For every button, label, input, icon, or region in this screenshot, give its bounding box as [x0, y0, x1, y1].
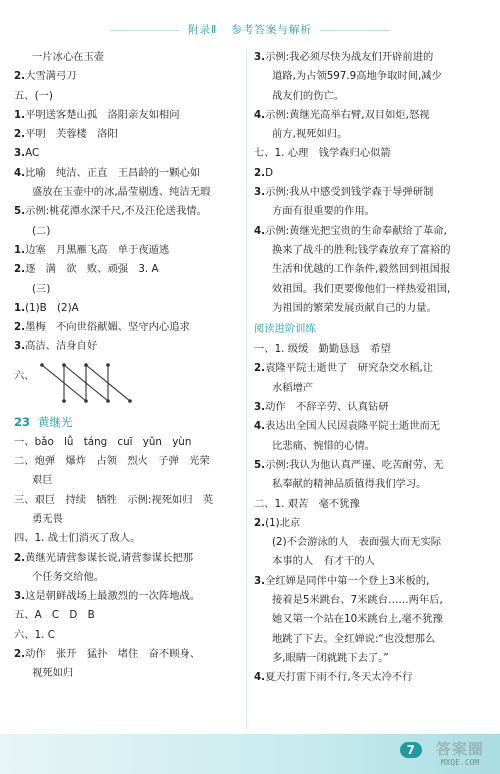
answer-line [254, 417, 490, 436]
answer-line [254, 533, 490, 552]
answer-text: (三) [32, 282, 51, 295]
question-number: 1. [14, 301, 26, 314]
answer-line [254, 630, 490, 649]
answer-line [14, 645, 236, 664]
question-number: 2. [14, 648, 26, 661]
answer-line [254, 591, 490, 610]
answer-text: 四、1. 战士们消灭了敌人。 [14, 532, 141, 545]
answer-text: 五、A C D B [14, 609, 95, 622]
answer-text: (1)B (2)A [25, 301, 79, 314]
question-number: 5. [14, 205, 26, 218]
lesson-number: 23 [14, 414, 31, 429]
answer-text: 表达出全国人民因袁隆平院士逝世而无 [265, 420, 441, 433]
matching-dot [84, 363, 88, 367]
question-number: 4. [254, 671, 266, 684]
answer-line [14, 125, 236, 144]
answer-line [14, 626, 236, 645]
answer-line [14, 183, 236, 202]
answer-line [254, 379, 490, 398]
answer-line [14, 549, 236, 568]
answer-line [254, 359, 490, 378]
answer-text: 示例:我从中感受到钱学森于导弹研制 [265, 186, 434, 199]
answer-text: 二、炮弹 爆炸 占领 烈火 子弹 光荣 [14, 455, 210, 468]
matching-dot [106, 363, 110, 367]
answer-line [14, 241, 236, 260]
answer-text: 一、1. 级缓 勤勤恳恳 希望 [254, 343, 391, 356]
question-number: 3. [14, 590, 26, 603]
answer-text: 高洁、洁身自好 [25, 340, 98, 353]
answer-line [14, 164, 236, 183]
answer-text: 私奉献的精神品质值得我们学习。 [272, 478, 427, 491]
answer-line [254, 299, 490, 318]
answer-text: 多,眼睛一闭就跳下去了。” [272, 651, 389, 664]
answer-line [254, 572, 490, 591]
answer-text: 艰巨 [32, 474, 53, 487]
answer-line [14, 587, 236, 606]
question-number: 2. [14, 128, 26, 141]
answer-line [254, 222, 490, 241]
answer-line [14, 260, 236, 279]
answer-line [14, 222, 236, 241]
column-divider [246, 48, 247, 730]
right-column [254, 48, 490, 688]
answer-line [14, 606, 236, 625]
answer-line [14, 452, 236, 471]
answer-line [254, 144, 490, 163]
answer-text: 方面有很重要的作用。 [272, 205, 375, 218]
answer-line [14, 510, 236, 529]
answer-text: 示例:黄继光高举右臂,双目如炬,怒视 [265, 108, 430, 121]
answer-text: (二) [32, 224, 51, 237]
answer-text: 视死如归 [32, 667, 74, 680]
answer-text: 平明送客楚山孤 洛阳亲友如相问 [25, 108, 180, 121]
cross-lines-diagram [36, 359, 146, 407]
question-number: 3. [254, 574, 266, 587]
answer-text: 黄继光请营参谋长说,请营参谋长把那 [25, 551, 194, 564]
matching-dot [128, 399, 132, 403]
answer-text: 边塞 月黑雁飞高 单于夜遁逃 [25, 243, 170, 256]
answer-text: 道路,为占领597.9高地争取时间,减少 [272, 70, 442, 83]
answer-text: 二、1. 艰苦 毫不犹豫 [254, 497, 360, 510]
answer-line [14, 471, 236, 490]
answer-text: D [265, 166, 274, 179]
question-number: 4. [254, 224, 266, 237]
answer-text: 五、(一) [14, 89, 53, 102]
answer-text: 勇无畏 [32, 512, 63, 525]
answer-text: 平明 芙蓉楼 洛阳 [25, 128, 118, 141]
answer-text: 前方,视死如归。 [272, 128, 348, 141]
answer-line [254, 125, 490, 144]
question-number: 4. [254, 420, 266, 433]
answer-line [254, 260, 490, 279]
question-number: 1. [14, 243, 26, 256]
answer-line [254, 48, 490, 67]
answer-line [14, 529, 236, 548]
answer-line [14, 337, 236, 356]
question-number: 2. [14, 321, 26, 334]
answer-text: 个任务交给他。 [32, 570, 105, 583]
answer-line [254, 495, 490, 514]
answer-line [254, 437, 490, 456]
matching-diagram [14, 357, 236, 409]
answer-text: 接着是5米跳台、7米跳台……两年后, [272, 594, 443, 607]
practice-section-title: 阅读进阶训练 [254, 323, 316, 336]
answer-text: 示例:桃花潭水深千尺,不及汪伦送我情。 [25, 205, 207, 218]
answer-line [254, 183, 490, 202]
answer-text: 六、1. C [14, 628, 55, 641]
question-number: 3. [254, 186, 266, 199]
matching-dot [84, 399, 88, 403]
answer-text: 生活和优越的工作条件,毅然回到祖国报 [272, 263, 451, 276]
answer-line [254, 280, 490, 299]
lesson-title [14, 411, 236, 433]
answer-line [254, 456, 490, 475]
answer-text: 为祖国的繁荣发展贡献自己的力量。 [272, 301, 437, 314]
question-number: 3. [254, 401, 266, 414]
answer-line [14, 106, 236, 125]
answer-line [254, 106, 490, 125]
question-number: 2. [254, 516, 266, 529]
question-number: 2. [254, 166, 266, 179]
answer-text: 盛放在玉壶中的冰,晶莹剔透、纯洁无瑕 [32, 186, 211, 199]
answer-line [254, 552, 490, 571]
answer-text: 战友们的伤亡。 [272, 89, 345, 102]
answer-text: 动作 张开 猛扑 堵住 奋不顾身、 [25, 648, 201, 661]
answer-text: 一片冰心在玉壶 [32, 51, 105, 63]
matching-dot [62, 399, 66, 403]
watermark-logo [426, 740, 494, 770]
question-number: 2. [14, 551, 26, 564]
question-number: 2. [254, 362, 266, 375]
answer-text: 效祖国。我们更要像他们一样热爱祖国, [272, 282, 451, 295]
answer-line [254, 340, 490, 359]
footer-bar [0, 734, 500, 774]
answer-text: 本事的人 有才干的人 [272, 555, 375, 568]
answer-line [14, 433, 236, 452]
answer-line [254, 610, 490, 629]
answer-line [14, 491, 236, 510]
question-number: 2. [14, 70, 26, 83]
answer-line [14, 202, 236, 221]
header-appendix: 附录Ⅱ [188, 24, 218, 36]
answer-line [14, 67, 236, 86]
answer-line [14, 87, 236, 106]
answer-text: (1)北京 [265, 516, 301, 529]
answer-text: 逐 满 欲 败、顽强 3. A [25, 263, 159, 276]
answer-line [254, 87, 490, 106]
answer-text: 夏天打雷下雨不行,冬天太冷不行 [265, 671, 413, 684]
answer-line [254, 514, 490, 533]
answer-text: 示例:我必须尽快为战友们开辟前进的 [265, 51, 434, 63]
answer-text: AC [25, 147, 40, 160]
diagram-label: 六、 [14, 369, 35, 382]
answer-line [14, 318, 236, 337]
matching-dot [62, 363, 66, 367]
question-number: 4. [14, 166, 26, 179]
answer-text: 水稻增产 [272, 381, 314, 394]
lesson-name: 黄继光 [38, 414, 73, 429]
answer-line [14, 664, 236, 683]
answer-line [254, 649, 490, 668]
question-number: 4. [254, 108, 266, 121]
answer-text: 这是朝鲜战场上最激烈的一次阵地战。 [25, 590, 201, 603]
answer-text: 七、1. 心理 钱学森归心似箭 [254, 147, 391, 160]
answer-text: 袁隆平院士逝世了 研究杂交水稻,让 [265, 362, 434, 375]
page-header [0, 22, 500, 37]
matching-dot [40, 363, 44, 367]
matching-dot [106, 399, 110, 403]
answer-text: 一、bǎo lǚ táng cuī yǔn yùn [14, 435, 192, 448]
answer-text: 三、艰巨 持续 牺牲 示例:视死如归 英 [14, 493, 214, 506]
question-number: 1. [14, 108, 26, 121]
answer-line [254, 164, 490, 183]
question-number: 2. [14, 263, 26, 276]
answer-text: 示例:我认为他认真严谨、吃苦耐劳、无 [265, 458, 444, 471]
answer-text: 她又第一个站在10米跳台上,毫不犹豫 [272, 613, 443, 626]
answer-text: 墨梅 不向世俗献媚、坚守内心追求 [25, 321, 190, 334]
answer-line [254, 67, 490, 86]
answer-line [254, 241, 490, 260]
answer-line [14, 48, 236, 67]
question-number: 3. [14, 340, 26, 353]
answer-line [14, 144, 236, 163]
answer-line [254, 475, 490, 494]
answer-line [14, 299, 236, 318]
answer-text: (2)不会游泳的人 表面强大而无实际 [272, 536, 442, 549]
answer-text: 比悲痛、惋惜的心情。 [272, 439, 375, 452]
question-number: 3. [14, 147, 26, 160]
answer-line [254, 668, 490, 687]
answer-text: 比喻 纯洁、正直 王昌龄的一颗心如 [25, 166, 201, 179]
answer-line [254, 202, 490, 221]
answer-text: 全红婵是同伴中第一个登上3米板的, [265, 574, 430, 587]
answer-line [14, 280, 236, 299]
answer-text: 示例:黄继光把宝贵的生命奉献给了革命, [265, 224, 447, 237]
page-number: 7 [400, 742, 422, 758]
answer-line [254, 398, 490, 417]
answer-text: 大雪满弓刀 [25, 70, 77, 83]
answer-line [14, 568, 236, 587]
answer-text: 换来了战斗的胜利;钱学森放弃了富裕的 [272, 243, 451, 256]
question-number: 5. [254, 458, 266, 471]
watermark-top: 答案圈 [435, 740, 484, 758]
left-column [14, 48, 236, 684]
answer-text: 动作 不辞辛劳、认真钻研 [265, 401, 389, 414]
watermark-bottom: MXQE.COM [440, 758, 480, 767]
question-number: 3. [254, 51, 266, 63]
answer-text: 地跳了下去。全红婵说:“也没想那么 [272, 632, 436, 645]
header-title: 参考答案与解析 [231, 24, 312, 36]
